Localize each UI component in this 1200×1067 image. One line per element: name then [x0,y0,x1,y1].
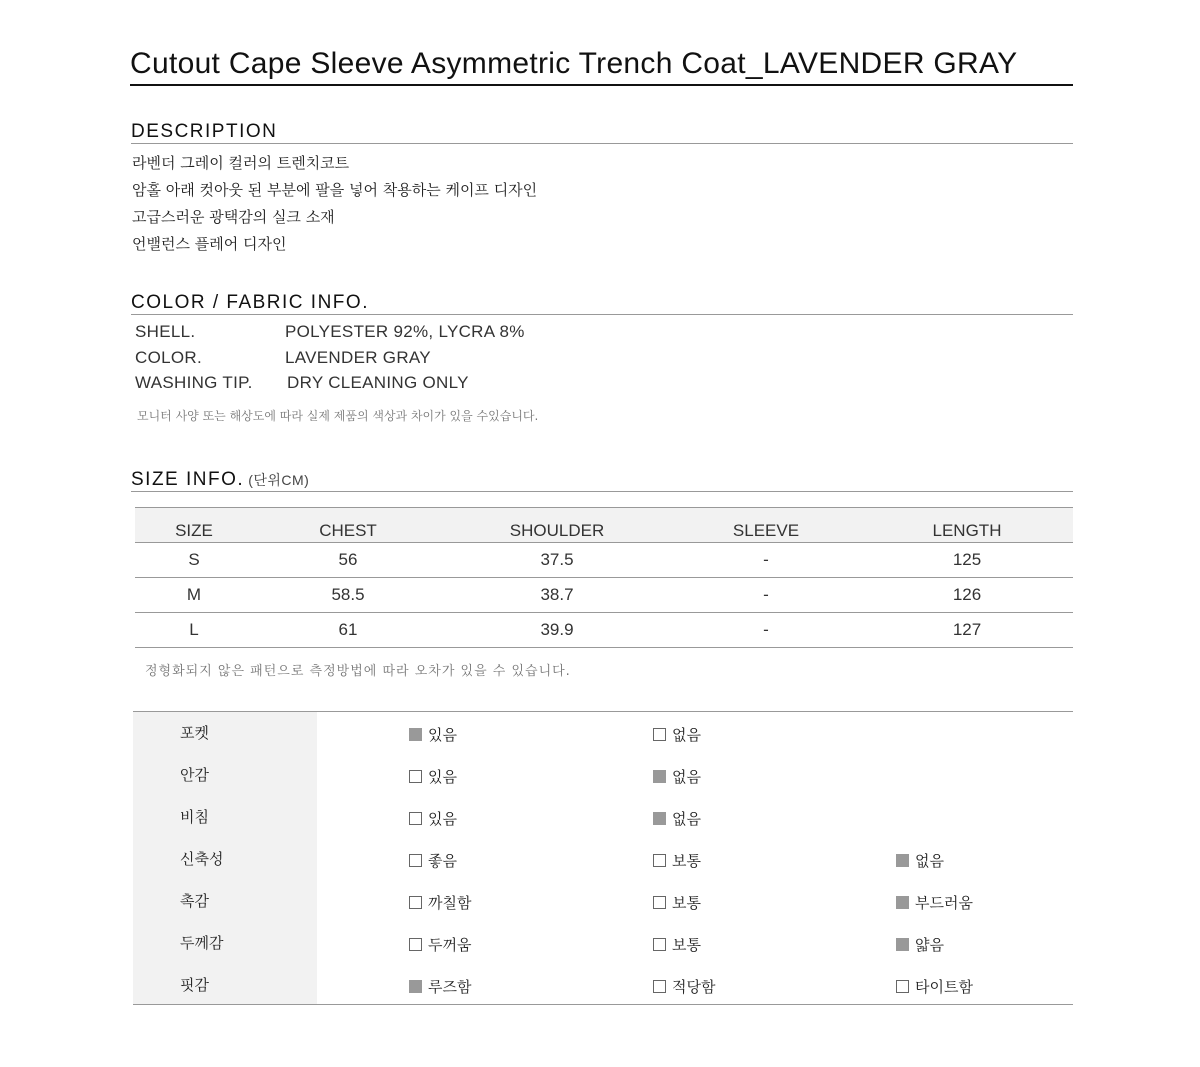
property-label: 신축성 [180,850,224,868]
table-cell: M [135,578,253,613]
table-cell: 125 [861,543,1073,578]
size-heading-text: SIZE INFO. [131,469,245,490]
option-label: 까칠함 [428,894,472,912]
fabric-heading-text: COLOR / FABRIC INFO. [131,292,369,313]
property-row-stretch [133,838,1073,880]
fabric-row-shell [135,320,735,346]
option-label: 없음 [672,726,701,744]
property-row-fit [133,964,1073,1006]
property-option [653,934,701,955]
property-label: 포켓 [180,724,209,742]
option-label: 얇음 [915,936,944,954]
size-column-header: SIZE [135,508,253,543]
checkbox-icon [409,896,422,909]
table-cell: - [671,543,861,578]
description-line: 고급스러운 광택감의 실크 소재 [132,208,335,226]
property-label: 두께감 [180,934,224,952]
option-label: 있음 [428,726,457,744]
property-option [653,766,701,787]
table-row [135,578,1073,613]
checkbox-icon [653,854,666,867]
option-label: 없음 [672,810,701,828]
option-label: 적당함 [672,978,716,996]
color-label: COLOR. [135,347,202,367]
property-row-pocket [133,712,1073,754]
fabric-row-color [135,346,735,372]
property-row-texture [133,880,1073,922]
checkbox-icon [409,728,422,741]
fabric-heading [131,292,1073,315]
property-option [896,850,944,871]
checkbox-icon [653,770,666,783]
checkbox-icon [896,980,909,993]
checkbox-icon [896,854,909,867]
size-column-header: SLEEVE [671,508,861,543]
table-cell: 61 [253,613,443,648]
table-cell: 37.5 [443,543,671,578]
table-cell: 127 [861,613,1073,648]
checkbox-icon [653,896,666,909]
checkbox-icon [409,770,422,783]
size-unit: (단위CM) [248,472,310,488]
size-table [135,507,1073,648]
shell-label: SHELL. [135,322,196,341]
checkbox-icon [896,938,909,951]
checkbox-icon [653,980,666,993]
property-label: 안감 [180,766,209,784]
size-column-header: CHEST [253,508,443,543]
property-option [896,976,973,997]
checkbox-icon [409,812,422,825]
size-notice: 정형화되지 않은 패턴으로 측정방법에 따라 오차가 있을 수 있습니다. [145,664,571,679]
option-label: 루즈함 [428,978,472,996]
option-label: 있음 [428,768,457,786]
size-heading [131,469,1073,492]
property-option [409,934,471,955]
product-title-text: Cutout Cape Sleeve Asymmetric Trench Coat_LAVENDER GRAY [130,47,1018,80]
description-heading [131,121,1073,144]
property-option [409,976,471,997]
description-line: 암홀 아래 컷아웃 된 부분에 팔을 넣어 착용하는 케이프 디자인 [132,181,538,199]
property-option [896,934,944,955]
product-title [130,44,1073,86]
checkbox-icon [409,854,422,867]
property-option [409,850,457,871]
fabric-row-washing [135,371,735,397]
product-properties [133,711,1073,1005]
size-table-header [135,508,1073,543]
option-label: 없음 [915,852,944,870]
property-label: 촉감 [180,892,209,910]
property-label: 비침 [180,808,209,826]
option-label: 있음 [428,810,457,828]
washing-value: DRY CLEANING ONLY [287,373,469,392]
checkbox-icon [653,938,666,951]
table-row [135,543,1073,578]
size-column-header: LENGTH [861,508,1073,543]
table-cell: 58.5 [253,578,443,613]
table-cell: 56 [253,543,443,578]
property-option [409,766,457,787]
property-option [653,892,701,913]
property-option [409,808,457,829]
checkbox-icon [653,812,666,825]
property-option [896,892,973,913]
option-label: 보통 [672,894,701,912]
size-column-header: SHOULDER [443,508,671,543]
property-row-thickness [133,922,1073,964]
description-line: 라벤더 그레이 컬러의 트렌치코트 [132,154,350,172]
checkbox-icon [896,896,909,909]
table-cell: 38.7 [443,578,671,613]
property-option [653,976,715,997]
table-cell: 39.9 [443,613,671,648]
property-option [409,724,457,745]
checkbox-icon [653,728,666,741]
color-notice: 모니터 사양 또는 해상도에 따라 실제 제품의 색상과 차이가 있을 수있습니다. [137,409,539,423]
checkbox-icon [409,938,422,951]
property-option [653,850,701,871]
table-cell: L [135,613,253,648]
description-list [132,150,537,258]
property-row-lining [133,754,1073,796]
table-cell: - [671,578,861,613]
option-label: 두꺼움 [428,936,472,954]
description-heading-text: DESCRIPTION [131,121,278,142]
washing-label: WASHING TIP. [135,373,253,392]
table-cell: S [135,543,253,578]
checkbox-icon [409,980,422,993]
option-label: 타이트함 [915,978,973,996]
shell-value: POLYESTER 92%, LYCRA 8% [285,322,525,341]
option-label: 좋음 [428,852,457,870]
property-option [653,724,701,745]
property-option [653,808,701,829]
description-line: 언밸런스 플레어 디자인 [132,235,287,253]
option-label: 보통 [672,852,701,870]
table-cell: 126 [861,578,1073,613]
option-label: 부드러움 [915,894,973,912]
color-value: LAVENDER GRAY [285,347,431,367]
property-label: 핏감 [180,976,209,994]
option-label: 보통 [672,936,701,954]
table-cell: - [671,613,861,648]
table-row [135,613,1073,648]
property-option [409,892,471,913]
option-label: 없음 [672,768,701,786]
fabric-info [135,320,735,397]
property-row-sheerness [133,796,1073,838]
